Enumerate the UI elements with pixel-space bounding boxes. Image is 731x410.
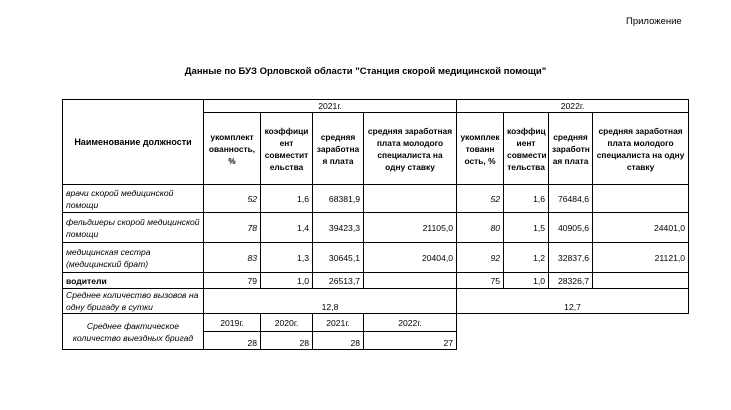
calls-2021-value: 12,8: [204, 289, 457, 314]
table-cell: 1,5: [504, 213, 549, 243]
brigades-count-label: Среднее фактическое количество выездных бригад: [63, 314, 204, 350]
staff-data-table: [62, 99, 689, 350]
table-cell: 1,4: [261, 213, 313, 243]
table-row: [63, 273, 689, 289]
table-cell: 79: [204, 273, 261, 289]
table-cell: 52: [457, 185, 504, 213]
brigade-value: 28: [204, 332, 261, 350]
staffing-2021-header: укомплект ованность, %: [204, 113, 261, 185]
position-name: медицинская сестра (медицинский брат): [63, 243, 204, 273]
position-name: фельдшеры скорой медицинской помощи: [63, 213, 204, 243]
table-cell: 21105,0: [364, 213, 457, 243]
table-cell: 1,0: [261, 273, 313, 289]
table-cell: 39423,3: [313, 213, 364, 243]
brigade-year: 2021г.: [313, 314, 364, 332]
combination-2022-header: коэффиц иент совмести тельства: [504, 113, 549, 185]
table-cell: 26513,7: [313, 273, 364, 289]
combination-2021-header: коэффици ент совместит ельства: [261, 113, 313, 185]
table-cell: 1,2: [504, 243, 549, 273]
table-cell: [593, 185, 689, 213]
brigade-value: 28: [313, 332, 364, 350]
table-row: [63, 289, 689, 314]
table-row: [63, 213, 689, 243]
salary-2021-header: средняя заработна я плата: [313, 113, 364, 185]
table-cell: 1,3: [261, 243, 313, 273]
brigade-year: 2019г.: [204, 314, 261, 332]
table-cell: 32837,6: [549, 243, 593, 273]
table-cell: 52: [204, 185, 261, 213]
calls-2022-value: 12,7: [457, 289, 689, 314]
empty-area: [457, 314, 689, 350]
table-cell: 68381,9: [313, 185, 364, 213]
young-salary-2022-header: средняя заработная плата молодого специалиста на одну ставку: [593, 113, 689, 185]
brigade-value: 28: [261, 332, 313, 350]
table-cell: 92: [457, 243, 504, 273]
young-salary-2021-header: средняя заработная плата молодого специалиста на одну ставку: [364, 113, 457, 185]
brigade-year: 2022г.: [364, 314, 457, 332]
table-cell: 21121,0: [593, 243, 689, 273]
table-cell: 40905,6: [549, 213, 593, 243]
table-cell: 75: [457, 273, 504, 289]
brigade-value: 27: [364, 332, 457, 350]
table-cell: [364, 273, 457, 289]
staffing-2022-header: укомплек тованн ость, %: [457, 113, 504, 185]
table-cell: 24401,0: [593, 213, 689, 243]
table-cell: 1,6: [504, 185, 549, 213]
appendix-label: Приложение: [626, 16, 682, 27]
table-row: [63, 243, 689, 273]
position-name: водители: [63, 273, 204, 289]
calls-per-brigade-label: Среднее количество вызовов на одну бригаду в сутки: [63, 289, 204, 314]
year-2021-header: 2021г.: [204, 100, 457, 113]
salary-2022-header: средняя заработн ая плата: [549, 113, 593, 185]
table-cell: 80: [457, 213, 504, 243]
table-cell: 20404,0: [364, 243, 457, 273]
year-2022-header: 2022г.: [457, 100, 689, 113]
position-name-header: Наименование должности: [63, 100, 204, 185]
table-cell: 30645,1: [313, 243, 364, 273]
table-cell: [593, 273, 689, 289]
table-cell: 1,6: [261, 185, 313, 213]
table-cell: 28326,7: [549, 273, 593, 289]
table-cell: 1,0: [504, 273, 549, 289]
table-cell: 83: [204, 243, 261, 273]
brigade-year: 2020г.: [261, 314, 313, 332]
table-cell: 78: [204, 213, 261, 243]
table-row: [63, 314, 689, 332]
table-row: [63, 185, 689, 213]
document-title: Данные по БУЗ Орловской области "Станция скорой медицинской помощи": [184, 66, 547, 77]
table-cell: [364, 185, 457, 213]
position-name: врачи скорой медицинской помощи: [63, 185, 204, 213]
table-cell: 76484,6: [549, 185, 593, 213]
